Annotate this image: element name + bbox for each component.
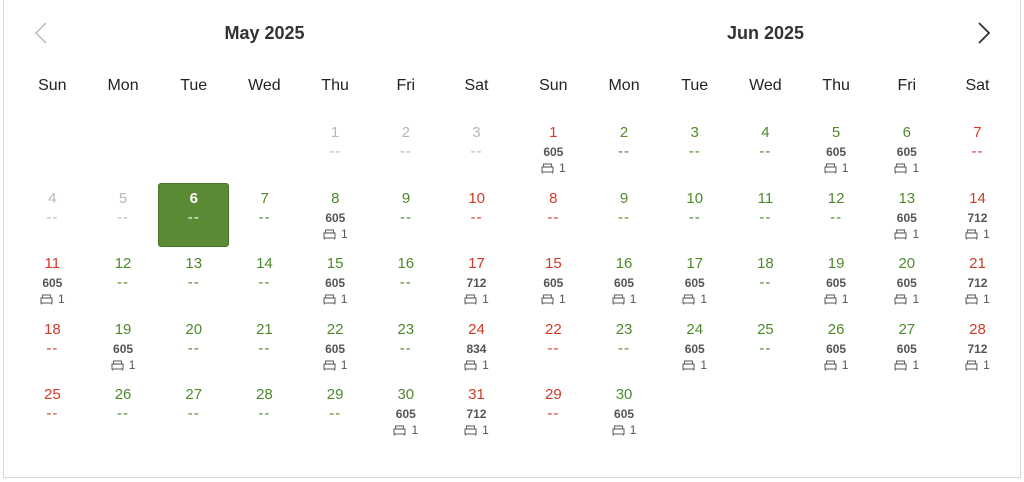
day-price: --: [117, 274, 130, 291]
weekday-label: Wed: [749, 77, 782, 94]
bed-count-value: 1: [482, 357, 489, 372]
day-price: --: [258, 339, 271, 357]
day-cell[interactable]: [17, 315, 88, 380]
bed-icon: [464, 294, 477, 305]
day-number: 19: [827, 255, 845, 272]
day-cell[interactable]: [659, 184, 730, 249]
empty-day-cell: [871, 380, 942, 445]
empty-day-cell: [158, 118, 229, 183]
bed-count-value: 1: [700, 292, 708, 306]
weekday-label: Fri: [897, 77, 917, 94]
weekday-label: Sun: [38, 77, 67, 94]
weekday-label: Sat: [965, 77, 990, 94]
day-cell[interactable]: [229, 380, 300, 445]
bed-count-value: 1: [700, 357, 708, 372]
bed-count-value: 1: [559, 292, 566, 306]
weekday-label: Mon: [608, 77, 640, 94]
day-cell[interactable]: [518, 118, 589, 183]
day-cell[interactable]: [942, 184, 1013, 249]
day-price: --: [547, 208, 560, 226]
day-price: --: [258, 405, 271, 422]
day-cell[interactable]: [229, 184, 300, 249]
day-rate: 605: [896, 276, 917, 290]
bed-count: [589, 422, 660, 438]
day-number: 28: [969, 320, 986, 338]
day-number: 27: [185, 386, 203, 403]
day-rate: 712: [466, 407, 487, 421]
day-number: 28: [256, 386, 273, 403]
day-cell[interactable]: [88, 315, 159, 380]
week-row: [518, 118, 1013, 184]
bed-count: [88, 357, 159, 373]
day-rate: 712: [967, 341, 988, 356]
day-cell[interactable]: [871, 184, 942, 249]
bed-icon: [682, 294, 695, 305]
bed-count-value: 1: [559, 161, 566, 175]
day-price: --: [117, 208, 129, 226]
day-cell[interactable]: [88, 249, 159, 314]
bed-icon: [682, 360, 695, 371]
bed-count-value: 1: [912, 226, 920, 241]
day-rate: 605: [42, 276, 63, 290]
day-cell[interactable]: [518, 184, 589, 249]
day-cell[interactable]: [17, 380, 88, 445]
day-cell[interactable]: [441, 315, 512, 380]
day-number: 5: [831, 124, 841, 141]
day-price: --: [329, 143, 342, 160]
week-row: [17, 118, 512, 184]
day-number: 6: [189, 189, 198, 207]
bed-count: [659, 357, 730, 373]
day-number: 25: [757, 320, 774, 338]
day-number: 17: [468, 255, 485, 272]
bed-icon: [541, 294, 554, 305]
day-number: 19: [114, 320, 132, 338]
day-cell[interactable]: [518, 249, 589, 314]
day-cell[interactable]: [17, 249, 88, 314]
weekday-label: Thu: [822, 77, 850, 94]
day-rate: 605: [896, 210, 917, 225]
bed-count: [441, 357, 512, 373]
day-cell[interactable]: [158, 315, 229, 380]
day-rate: 712: [466, 276, 487, 290]
weekday-label: Mon: [107, 77, 139, 94]
bed-count: [441, 422, 512, 438]
day-rate: 605: [325, 210, 346, 225]
day-cell[interactable]: [229, 315, 300, 380]
day-number: 27: [898, 320, 916, 338]
day-number: 20: [185, 320, 203, 338]
bed-count: [871, 357, 942, 373]
day-cell: [88, 184, 159, 249]
bed-count-value: 1: [983, 292, 990, 306]
bed-count-value: 1: [983, 357, 990, 372]
day-number: 22: [545, 320, 562, 338]
bed-count-value: 1: [340, 226, 348, 241]
day-number: 11: [757, 189, 774, 207]
day-cell[interactable]: [158, 380, 229, 445]
week-row: [17, 380, 512, 446]
day-cell[interactable]: [659, 118, 730, 183]
weekday-label: Tue: [180, 77, 208, 94]
bed-icon: [464, 425, 477, 436]
day-cell: [441, 118, 512, 183]
day-rate: 605: [684, 341, 705, 356]
day-rate: 605: [826, 276, 847, 290]
day-price: --: [618, 208, 631, 226]
day-rate: 605: [614, 407, 635, 421]
day-rate: 605: [543, 276, 564, 290]
weekday-label: Wed: [248, 77, 281, 94]
day-cell[interactable]: [88, 380, 159, 445]
bed-count-value: 1: [411, 423, 419, 437]
day-rate: 605: [826, 341, 847, 356]
bed-count: [300, 291, 371, 307]
day-number: 23: [397, 320, 415, 338]
weekday-label: Thu: [321, 77, 349, 94]
day-price: --: [400, 208, 412, 226]
day-number: 9: [401, 189, 411, 207]
day-price: --: [46, 339, 59, 357]
day-number: 13: [185, 255, 203, 272]
bed-count: [518, 160, 589, 176]
bed-count: [300, 226, 371, 242]
day-cell: [17, 184, 88, 249]
month-title: May 2025: [224, 23, 305, 43]
day-price: --: [470, 208, 483, 226]
bed-count-value: 1: [629, 423, 637, 437]
day-number: 10: [686, 189, 704, 207]
bed-count: [17, 291, 88, 307]
bed-icon: [824, 163, 837, 174]
bed-count: [518, 291, 589, 307]
bed-icon: [111, 360, 124, 371]
bed-count: [589, 291, 660, 307]
week-row: [518, 315, 1013, 381]
day-price: --: [399, 339, 412, 357]
empty-day-cell: [659, 380, 730, 445]
day-cell: [370, 118, 441, 183]
day-cell[interactable]: [300, 380, 371, 445]
week-row: [518, 380, 1013, 446]
day-price: --: [187, 405, 200, 422]
day-cell[interactable]: [801, 118, 872, 183]
day-rate: 605: [395, 407, 416, 421]
day-cell[interactable]: [300, 184, 371, 249]
bed-count-value: 1: [841, 292, 849, 306]
day-number: 15: [545, 255, 562, 272]
day-price: --: [618, 143, 631, 160]
day-cell[interactable]: [370, 380, 441, 445]
bed-count: [871, 226, 942, 242]
day-cell[interactable]: [441, 249, 512, 314]
day-rate: 605: [826, 145, 847, 159]
day-number: 2: [619, 124, 629, 141]
weekday-label: Fri: [396, 77, 416, 94]
day-number: 9: [619, 189, 629, 207]
day-rate: 605: [113, 341, 134, 356]
day-number: 23: [615, 320, 633, 338]
bed-count: [441, 291, 512, 307]
day-cell[interactable]: [659, 315, 730, 380]
week-row: [518, 249, 1013, 315]
day-cell[interactable]: [370, 249, 441, 314]
bed-icon: [40, 294, 53, 305]
day-number: 24: [686, 320, 704, 338]
day-number: 26: [114, 386, 132, 403]
day-grid: [17, 118, 512, 446]
bed-icon: [612, 425, 625, 436]
day-price: --: [688, 208, 701, 226]
day-rate: 605: [543, 145, 564, 159]
bed-count: [370, 422, 441, 438]
day-cell[interactable]: [518, 380, 589, 445]
day-cell[interactable]: [801, 184, 872, 249]
day-cell[interactable]: [730, 184, 801, 249]
bed-icon: [323, 229, 336, 240]
day-rate: 712: [967, 276, 988, 290]
bed-count-value: 1: [912, 357, 920, 372]
day-grid: [518, 118, 1013, 446]
bed-icon: [323, 360, 336, 371]
day-cell[interactable]: [801, 249, 872, 314]
day-rate: 605: [896, 341, 917, 356]
bed-count-value: 1: [482, 292, 489, 306]
day-number: 3: [690, 124, 699, 141]
day-number: 16: [615, 255, 633, 272]
day-cell[interactable]: [371, 184, 442, 249]
empty-day-cell: [730, 380, 801, 445]
day-number: 1: [549, 124, 558, 141]
day-cell[interactable]: [659, 249, 730, 314]
day-number: 22: [326, 320, 344, 338]
day-cell[interactable]: [370, 315, 441, 380]
bed-count-value: 1: [340, 292, 348, 306]
empty-day-cell: [17, 118, 88, 183]
week-row: [17, 315, 512, 381]
day-cell[interactable]: [801, 315, 872, 380]
day-number: 1: [330, 124, 340, 141]
day-cell[interactable]: [441, 184, 512, 249]
day-number: 4: [761, 124, 770, 141]
day-cell[interactable]: [942, 118, 1013, 183]
day-price: --: [187, 274, 200, 291]
day-price: --: [187, 208, 200, 226]
day-cell[interactable]: [441, 380, 512, 445]
bed-count-value: 1: [58, 292, 65, 306]
day-price: --: [329, 405, 342, 422]
day-price: --: [971, 143, 984, 160]
day-rate: 605: [614, 276, 635, 290]
bed-icon: [965, 294, 978, 305]
weekday-label: Tue: [681, 77, 709, 94]
day-price: --: [688, 143, 701, 160]
day-number: 17: [686, 255, 704, 272]
day-number: 8: [331, 189, 340, 207]
day-cell[interactable]: [518, 315, 589, 380]
weekday-label: Sat: [464, 77, 489, 94]
bed-count-value: 1: [841, 357, 849, 372]
bed-icon: [464, 360, 477, 371]
bed-count: [659, 291, 730, 307]
day-number: 4: [48, 189, 57, 207]
day-price: --: [399, 274, 412, 291]
day-number: 13: [898, 189, 916, 207]
day-rate: 834: [466, 341, 487, 356]
day-number: 10: [468, 189, 486, 207]
day-cell[interactable]: [589, 184, 660, 249]
empty-day-cell: [229, 118, 300, 183]
bed-icon: [824, 294, 837, 305]
day-number: 14: [256, 255, 273, 272]
empty-day-cell: [88, 118, 159, 183]
day-price: --: [470, 143, 483, 160]
bed-icon: [894, 229, 907, 240]
day-cell[interactable]: [730, 118, 801, 183]
day-cell[interactable]: [229, 249, 300, 314]
bed-count: [871, 291, 942, 307]
day-price: --: [830, 208, 843, 226]
day-number: 31: [468, 386, 485, 403]
month-title: Jun 2025: [726, 23, 805, 43]
day-cell[interactable]: [871, 315, 942, 380]
day-rate: 605: [684, 276, 705, 290]
day-number: 8: [549, 189, 558, 207]
empty-day-cell: [801, 380, 872, 445]
day-price: --: [759, 274, 772, 291]
bed-count: [801, 291, 872, 307]
week-row: [17, 184, 512, 250]
bed-icon: [894, 163, 907, 174]
bed-count: [801, 160, 872, 176]
day-price: --: [399, 143, 412, 160]
day-number: 12: [827, 189, 845, 207]
bed-icon: [965, 360, 978, 371]
day-number: 15: [326, 255, 344, 272]
day-price: --: [46, 208, 59, 226]
day-rate: 712: [967, 210, 988, 225]
bed-count-value: 1: [482, 423, 489, 437]
bed-icon: [824, 360, 837, 371]
day-price: --: [547, 339, 560, 357]
weekday-label: Sun: [539, 77, 568, 94]
bed-count-value: 1: [841, 161, 849, 175]
day-cell[interactable]: [730, 249, 801, 314]
bed-icon: [393, 425, 406, 436]
day-price: --: [258, 208, 271, 226]
bed-icon: [612, 294, 625, 305]
day-cell[interactable]: [589, 315, 660, 380]
day-number: 18: [757, 255, 774, 272]
bed-count: [942, 357, 1013, 373]
bed-icon: [323, 294, 336, 305]
day-cell[interactable]: [589, 249, 660, 314]
bed-count-value: 1: [128, 357, 136, 372]
day-price: --: [187, 339, 200, 357]
day-number: 7: [973, 124, 982, 141]
day-number: 12: [114, 255, 132, 272]
day-number: 18: [44, 320, 61, 338]
day-cell[interactable]: [871, 249, 942, 314]
week-row: [17, 249, 512, 315]
day-number: 29: [545, 386, 562, 403]
bed-count-value: 1: [912, 161, 920, 175]
bed-icon: [541, 163, 554, 174]
bed-count: [801, 357, 872, 373]
day-cell[interactable]: [589, 118, 660, 183]
day-number: 16: [397, 255, 415, 272]
day-cell[interactable]: [942, 315, 1013, 380]
day-rate: 605: [325, 341, 346, 356]
day-number: 30: [615, 386, 633, 403]
day-price: --: [547, 405, 560, 422]
bed-count-value: 1: [629, 292, 637, 306]
bed-count: [300, 357, 371, 373]
day-number: 24: [468, 320, 485, 338]
bed-icon: [894, 294, 907, 305]
day-number: 6: [902, 124, 911, 141]
day-number: 30: [397, 386, 415, 403]
day-cell[interactable]: [300, 315, 371, 380]
bed-count-value: 1: [340, 357, 348, 372]
day-number: 7: [260, 189, 269, 207]
day-number: 29: [326, 386, 344, 403]
day-price: --: [618, 339, 631, 357]
day-cell[interactable]: [942, 249, 1013, 314]
day-cell[interactable]: [589, 380, 660, 445]
bed-icon: [894, 360, 907, 371]
bed-count-value: 1: [983, 226, 990, 241]
day-number: 3: [472, 124, 481, 141]
day-cell: [300, 118, 371, 183]
day-number: 20: [898, 255, 916, 272]
day-price: --: [759, 339, 772, 357]
day-cell[interactable]: [871, 118, 942, 183]
empty-day-cell: [942, 380, 1013, 445]
day-rate: 605: [896, 145, 917, 159]
day-cell[interactable]: [730, 315, 801, 380]
day-number: 25: [44, 386, 61, 403]
day-cell[interactable]: [300, 249, 371, 314]
day-cell[interactable]: [158, 249, 229, 314]
day-number: 26: [827, 320, 845, 338]
bed-count: [871, 160, 942, 176]
day-number: 21: [969, 255, 986, 272]
bed-count-value: 1: [912, 292, 920, 306]
day-price: --: [117, 405, 130, 422]
bed-count: [942, 226, 1013, 242]
weekday-header: [518, 76, 1013, 96]
day-number: 5: [118, 189, 128, 207]
day-number: 11: [44, 255, 61, 272]
day-number: 2: [401, 124, 410, 141]
day-price: --: [759, 143, 772, 160]
week-row: [518, 184, 1013, 250]
day-number: 21: [256, 320, 273, 338]
day-number: 14: [969, 189, 986, 207]
bed-icon: [965, 229, 978, 240]
weekday-header: [17, 76, 512, 96]
day-price: --: [46, 405, 59, 422]
day-price: --: [759, 208, 772, 226]
day-rate: 605: [325, 276, 346, 290]
day-price: --: [258, 274, 271, 291]
bed-count: [942, 291, 1013, 307]
day-cell-selected[interactable]: [158, 183, 229, 247]
